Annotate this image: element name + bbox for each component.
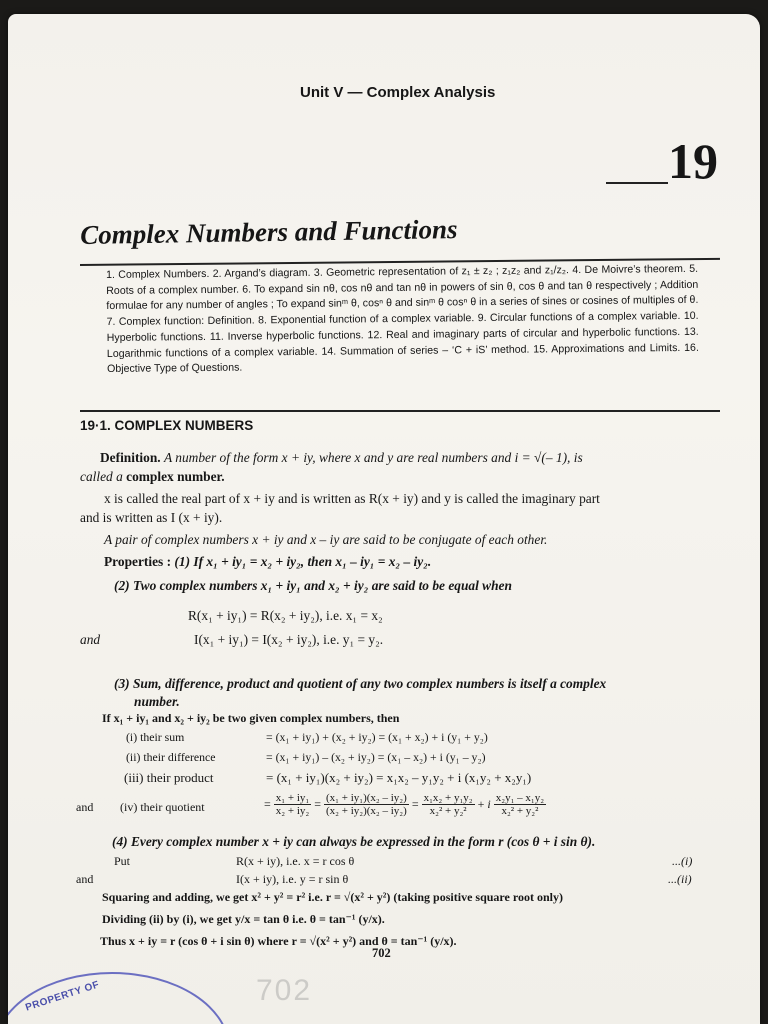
property-4: (4) Every complex number x + iy can always be expressed in the form r (cos θ + i sin θ). xyxy=(112,834,596,849)
quotient-fraction-1: $\frac{\text{x₁ + iy₁}}{\text{x₂ + iy₂}}$ xyxy=(275,792,310,817)
chapter-number-rule xyxy=(606,182,668,184)
property-3-line-2: number. xyxy=(134,694,180,709)
quotient-fraction-4: $\frac{\text{x₂y₁ – x₁y₂}}{\text{x₂² + y₂²}}$ xyxy=(495,792,545,817)
dividing-step: Dividing (ii) by (i), we get y/x = tan θ i.e. θ = tan⁻¹ (y/x). xyxy=(102,912,385,926)
polar-real: R(x + iy), i.e. x = r cos θ xyxy=(236,854,355,868)
equation-tag-2: ...(ii) xyxy=(668,872,692,886)
library-stamp-text: PROPERTY OF xyxy=(24,979,101,1014)
definition-line-1: Definition. A number of the form x + iy, where x and y are real numbers and i = √(– 1), is xyxy=(100,450,583,465)
equation-tag-1: ...(i) xyxy=(672,854,693,868)
equality-imaginary: I(x₁ + iy₁) = I(x₂ + iy₂), i.e. y₁ = y₂. xyxy=(194,632,384,647)
quotient-fraction-3: $\frac{\text{x₁x₂ + y₁y₂}}{\text{x₂² + y₂²}}$ xyxy=(423,792,473,817)
conjugate-definition: A pair of complex numbers x + iy and x – iy are said to be conjugate of each other. xyxy=(104,532,548,547)
unit-header: Unit V — Complex Analysis xyxy=(300,84,496,101)
property-2: (2) Two complex numbers x₁ + iy₁ and x₂ + iy₂ are said to be equal when xyxy=(114,578,512,593)
bleed-through-text: 702 xyxy=(256,974,313,1007)
squaring-step: Squaring and adding, we get x² + y² = r² i.e. r = √(x² + y²) (taking positive square root only) xyxy=(102,890,563,904)
property-3-line-1: (3) Sum, difference, product and quotient of any two complex numbers is itself a complex xyxy=(114,676,607,691)
and-word-2: and xyxy=(76,872,94,886)
property-1: Properties : (1) If x₁ + iy₁ = x₂ + iy₂, then x₁ – iy₁ = x₂ – iy₂. xyxy=(104,554,432,569)
real-part-line-2: and is written as I (x + iy). xyxy=(80,510,223,525)
chapter-contents: 1. Complex Numbers. 2. Argand’s diagram. 3. Geometric representation of z₁ ± z₂ ; z₁z₂ and z₁/z₂. 4. De Moivre’s theorem. 5. Roots of a complex number. 6. To expand sin nθ, cos nθ and tan nθ in powers of sin θ, cos θ and tan θ respectively ; Addition formulae for any number of angles ; To expand sinᵐ θ, cosⁿ θ and sinᵐ θ cosⁿ θ in a series of sines or cosines of multiples of θ. 7. Complex function: Definition. 8. Exponential function of a complex variable. 9. Circular functions of a complex variable. 10. Hyperbolic functions. 11. Inverse hyperbolic functions. 12. Real and imaginary parts of circular and hyperbolic functions. 13. Logarithmic functions of a complex variable. 14. Summation of series – ‘C + iS’ method. 15. Approximations and Limits. 16. Objective Type of Questions. xyxy=(106,262,699,376)
chapter-number: 19 xyxy=(668,133,718,189)
real-part-line-1: x is called the real part of x + iy and is written as R(x + iy) and y is called the imaginary part xyxy=(104,491,600,506)
and-word-1: and xyxy=(80,632,101,647)
definition-line-2: called a complex number. xyxy=(80,469,225,484)
put-word: Put xyxy=(114,854,131,868)
quotient-expression: = $\frac{\text{x₁ + iy₁}}{\text{x₂ + iy₂}}$ = $\frac{\text{(x₁ + iy₁)(x₂ – iy₂)}}{\text{(x₂ + iy₂)(x₂ – iy₂)}}$ = $\frac{\text{x₁x₂ + y₁y₂}}{\text{x₂² + y₂²}}$ + i $\frac{\text{x₂y₁ – x₁y₂}}{\text{x₂² + y₂²}}$ xyxy=(264,792,545,817)
definition-label: Definition. xyxy=(100,450,161,465)
polar-imaginary: I(x + iy), i.e. y = r sin θ xyxy=(236,872,349,886)
contents-rule xyxy=(80,410,720,412)
given-numbers: If x₁ + iy₁ and x₂ + iy₂ be two given complex numbers, then xyxy=(102,711,400,725)
page-number: 702 xyxy=(372,946,391,960)
chapter-title: Complex Numbers and Functions xyxy=(80,214,458,250)
polar-form-result: Thus x + iy = r (cos θ + i sin θ) where r = √(x² + y²) and θ = tan⁻¹ (y/x). xyxy=(100,934,457,948)
section-heading: 19·1. COMPLEX NUMBERS xyxy=(80,418,254,433)
book-page: Unit V — Complex Analysis 19 Complex Numbers and Functions 1. Complex Numbers. 2. Argand’s diagram. 3. Geometric representation of z₁ ± z₂ ; z₁z₂ and z₁/z₂. 4. De Moivre’s theorem. 5. Roots of a complex number. 6. To expand sin nθ, cos nθ and tan nθ in powers of sin θ, cos θ and tan θ respectively ; Addition formulae for any number of angles ; To expand sinᵐ θ, cosⁿ θ and sinᵐ θ cosⁿ θ in a series of sines or cosines of multiples of θ. 7. Complex function: Definition. 8. Exponential function of a complex variable. 9. Circular functions of a complex variable. 10. Hyperbolic functions. 11. Inverse hyperbolic functions. 12. Real and imaginary parts of circular and hyperbolic functions. 13. Logarithmic functions of a complex variable. 14. Summation of series – ‘C + iS’ method. 15. Approximations and Limits. 16. Objective Type of Questions. 19·1. COMPLEX NUMBERS Definition. A number of the form x + iy, where x and y are real numbers and i = √(– 1), is called a complex number. x is called the real part of x + iy and is written as R(x + iy) and y is called the imaginary part and is written as I (x + iy). A pair of complex numbers x + iy and x – iy are said to be conjugate of each other. Properties : (1) If x₁ + iy₁ = x₂ + iy₂, then x₁ – iy₁ = x₂ – iy₂. (2) Two complex numbers x₁ + iy₁ and x₂ + iy₂ are said to be equal when R(x₁ + iy₁) = R(x₂ + iy₂), i.e. x₁ = x₂ and I(x₁ + iy₁) = I(x₂ + iy₂), i.e. y₁ = y₂. (3) Sum, difference, product and quotient of any two complex numbers is itself a complex number. If x₁ + iy₁ and x₂ + iy₂ be two given complex numbers, then (i) their sum = (x₁ + iy₁) + (x₂ + iy₂) = (x₁ + x₂) + i (y₁ + y₂) (ii) their difference = (x₁ + iy₁) – (x₂ + iy₂) = (x₁ – x₂) + i (y₁ – y₂) (iii) their product = (x₁ + iy₁)(x₂ + iy₂) = x₁x₂ – y₁y₂ + i (x₁y₂ + x₂y₁) and (iv) their quotient = $\frac{\text{x₁ + iy₁}}{\text{x₂ + iy₂}}$ = $\frac{\text{(x₁ + iy₁)(x₂ – iy₂)}}{\text{(x₂ + iy₂)(x₂ – iy₂)}}$ = $\frac{\text{x₁x₂ + y₁y₂}}{\text{x₂² + y₂²}}$ + i $\frac{\text{x₂y₁ – x₁y₂}}{\text{x₂² + y₂²}}$ (4) Every complex number x + iy can always be expressed in the form r (cos θ + i sin θ). Put R(x + iy), i.e. x = r cos θ ...(i) and I(x + iy), i.e. y = r sin θ ...(ii) Squaring and adding, we get x² + y² = r² i.e. r = √(x² + y²) (taking positive square root only) Dividing (ii) by (i), we get y/x = tan θ i.e. θ = tan⁻¹ (y/x). Thus x + iy = r (cos θ + i sin θ) where r = √(x² + y²) and θ = tan⁻¹ (y/x). 702 702 PROPERTY OF xyxy=(8,14,760,1024)
quotient-fraction-2: $\frac{\text{(x₁ + iy₁)(x₂ – iy₂)}}{\text{(x₂ + iy₂)(x₂ – iy₂)}}$ xyxy=(326,792,407,817)
equality-real: R(x₁ + iy₁) = R(x₂ + iy₂), i.e. x₁ = x₂ xyxy=(188,608,383,623)
